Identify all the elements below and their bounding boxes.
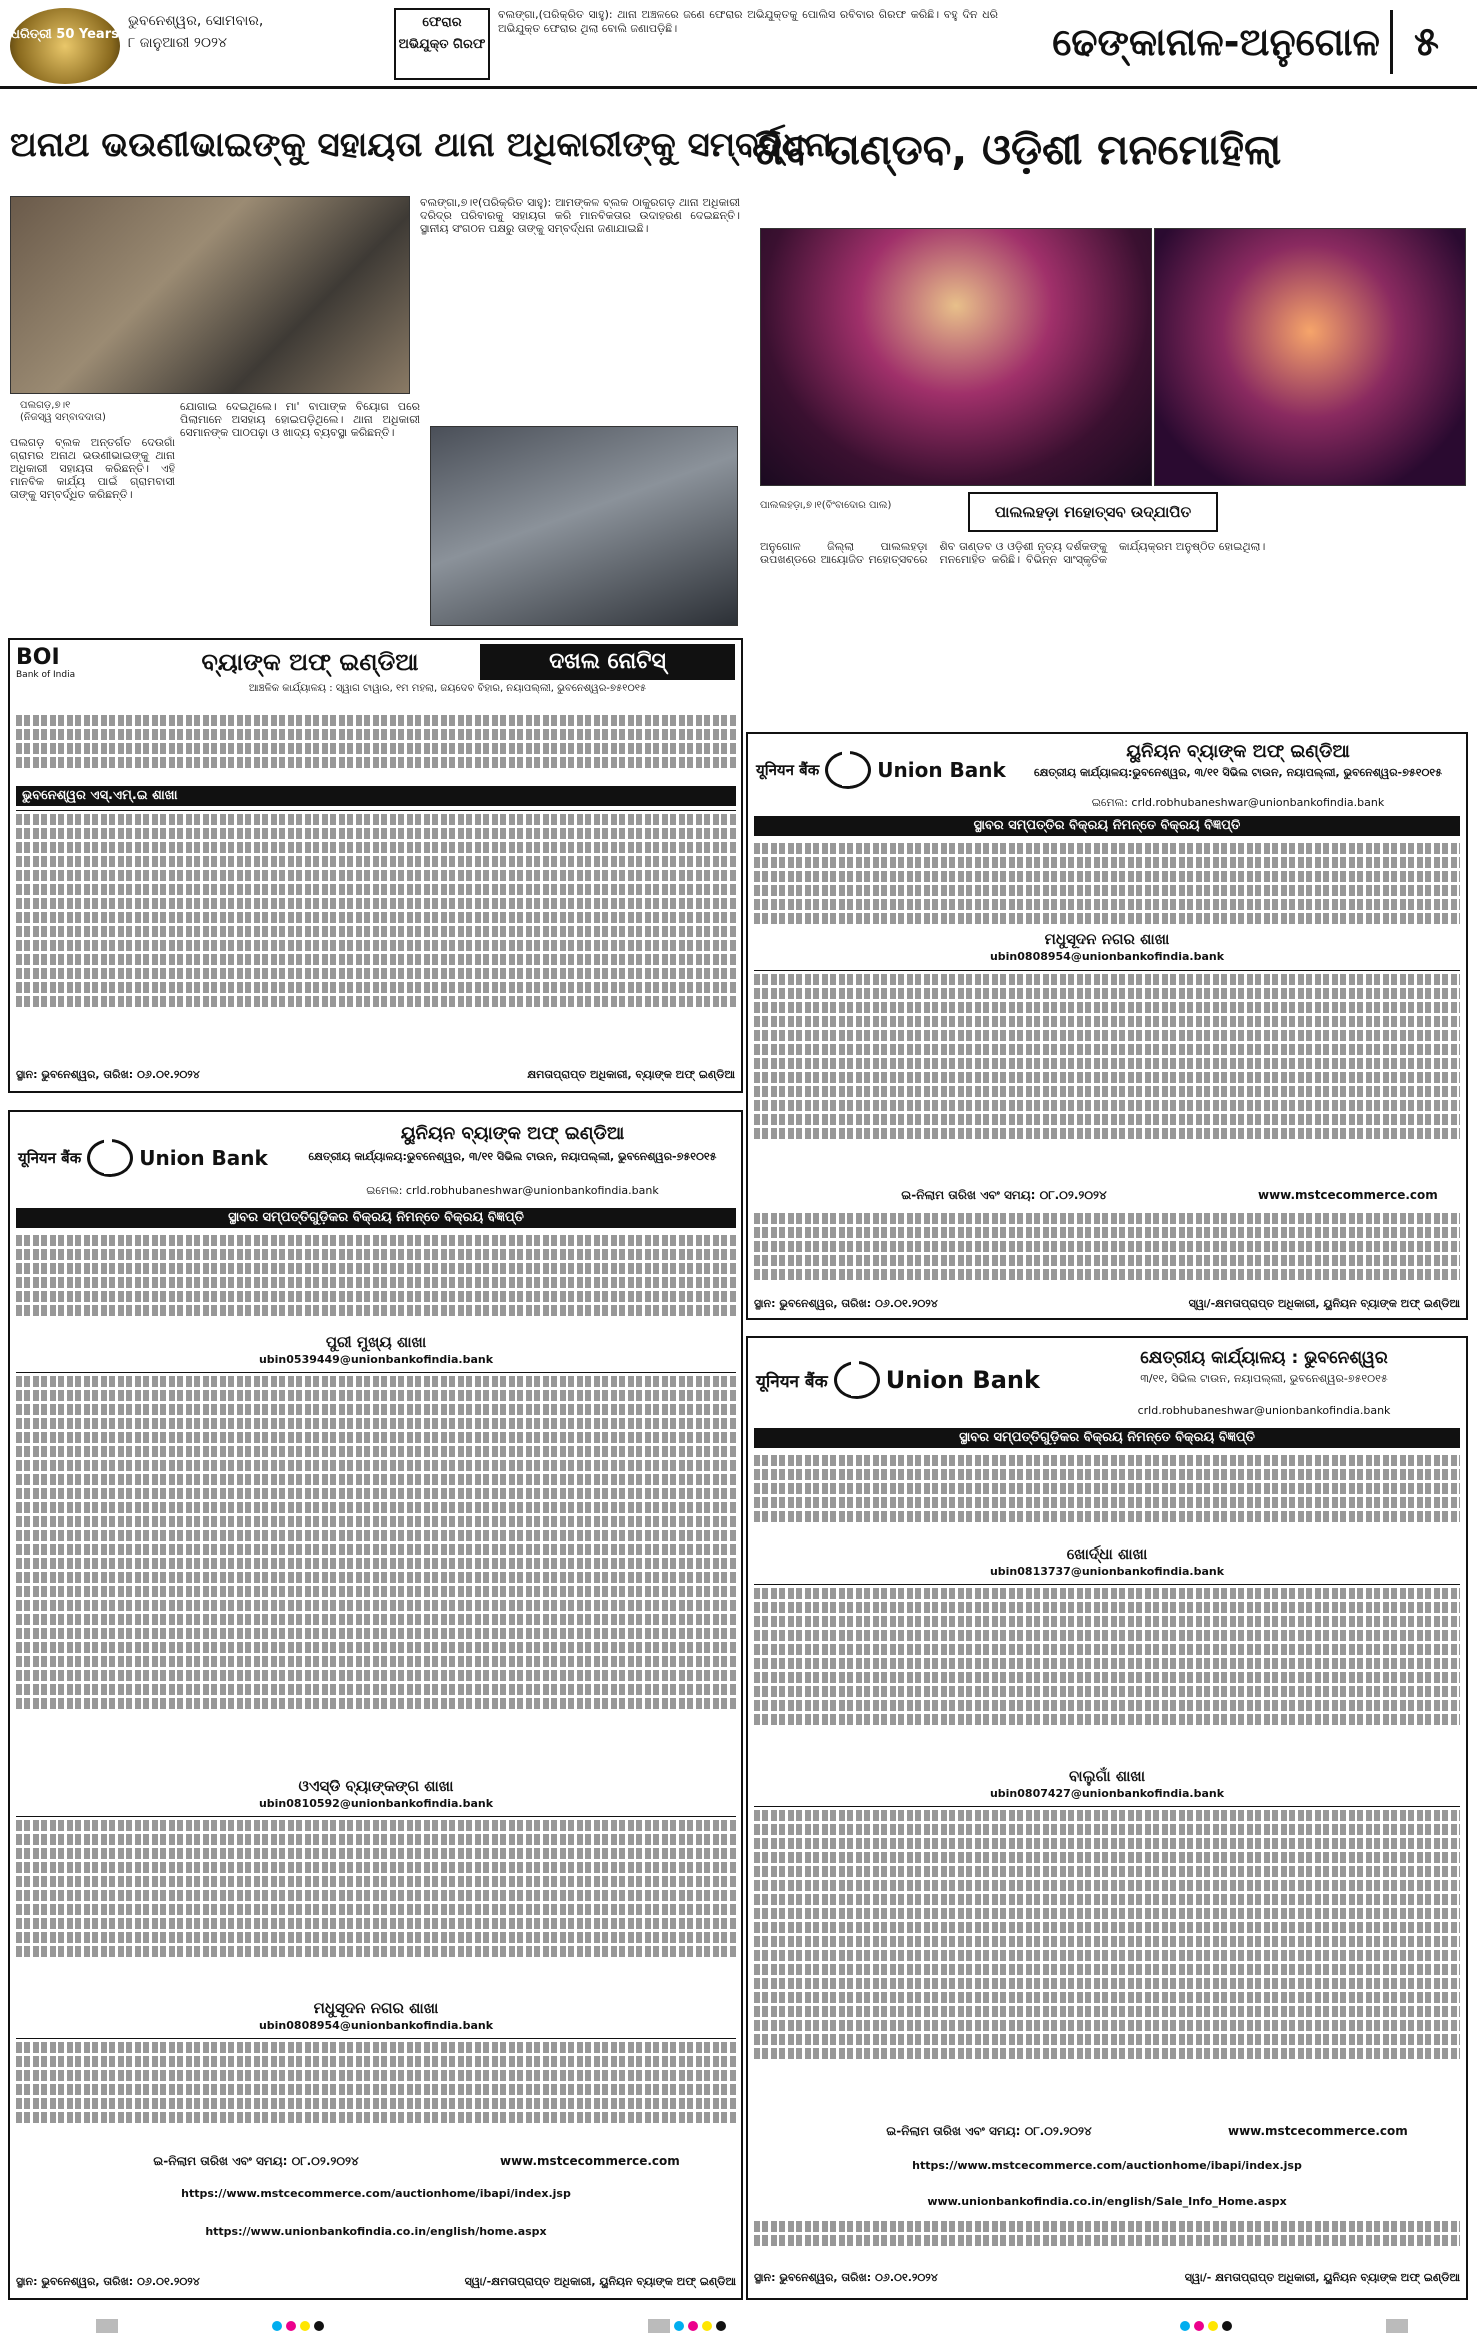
union3-title: ସ୍ଥାବର ସମ୍ପତ୍ତିଗୁଡ଼ିକର ବିକ୍ରୟ ନିମନ୍ତେ ବିକ୍ରୟ ବିଜ୍ଞପ୍ତି [754,1428,1460,1448]
union1-branch-name: ମଧୁସୂଦନ ନଗର ଶାଖା [1044,930,1170,948]
anniversary-badge [10,8,120,84]
page-number: ୫ [1390,10,1460,74]
black-dot-icon [1222,2321,1232,2331]
union1-title: ସ୍ଥାବର ସମ୍ପତ୍ତିର ବିକ୍ରୟ ନିମନ୍ତେ ବିକ୍ରୟ ବିଜ୍ଞପ୍ତି [754,816,1460,836]
union3-email: crld.robhubaneshwar@unionbankofindia.bank [1137,1404,1391,1417]
union1-office: କ୍ଷେତ୍ରୀୟ କାର୍ଯ୍ୟାଳୟ:ଭୁବନେଶ୍ୱର, ୩/୧୧ ସିଭିଲ ଟାଉନ, ନୟାପଲ୍ଲୀ, ଭୁବନେଶ୍ୱର-୭୫୧୦୧୫ [1033,766,1443,779]
boi-notice-title: ଦଖଲ ନୋଟିସ୍ [480,644,735,680]
yellow-dot-icon [300,2321,310,2331]
boi-notice [8,638,743,1093]
union-bank-icon [825,751,871,789]
yellow-dot-icon [1208,2321,1218,2331]
union2-table-a [16,1372,736,1772]
story2-photo-stage [760,228,1152,486]
union1-intro-lines [754,840,1460,925]
anniversary-badge-text: ଧରିତ୍ରୀ 50 Years [11,27,119,42]
union-notice-3 [746,1336,1468,2300]
teaser-label-box [394,8,490,80]
union3-table-b [754,1806,1460,2116]
registration-marks-left [96,2318,356,2334]
magenta-dot-icon [286,2321,296,2331]
yellow-dot-icon [702,2321,712,2331]
registration-bar-icon [96,2319,118,2333]
cyan-dot-icon [1180,2321,1190,2331]
union3-intro-lines [754,1452,1460,1542]
union-logo-1-en: Union Bank [877,758,1006,782]
union-logo-3-en: Union Bank [885,1366,1040,1394]
boi-body-lines [16,712,736,782]
story1-body-left: ପଲଗଡ଼ ବ୍ଲକ ଅନ୍ତର୍ଗତ ଦେଉଗାଁ ଗ୍ରାମର ଅନାଥ ଭଉଣୀଭାଇଙ୍କୁ ଥାନା ଅଧିକାରୀ ସହାୟତା କରିଛନ୍ତି। ଏହି ମାନବିକ କାର୍ଯ୍ୟ ପାଇଁ ଗ୍ରାମବାସୀ ତାଙ୍କୁ ସମ୍ବର୍ଦ୍ଧିତ କରିଛନ୍ତି। [10,436,175,501]
registration-bar-icon [648,2319,670,2333]
union2-email: ଇମେଲ: crld.robhubaneshwar@unionbankofindia.bank [366,1184,659,1197]
teaser-text: ବଲଙ୍ଗା,(ପରିକ୍ରିତ ସାହୁ): ଥାନା ଅଞ୍ଚଳରେ ଜଣେ ଫେରାର ଅଭିଯୁକ୍ତକୁ ପୋଲିସ ରବିବାର ଗିରଫ କରିଛି। ବହୁ ଦିନ ଧରି ଅଭିଯୁକ୍ତ ଫେରାର ଥିଲା ବୋଲି ଜଣାପଡ଼ିଛି। [498,8,998,35]
story1-headline: ଅନାଥ ଭଉଣୀଭାଇଙ୍କୁ ସହାୟତା ଥାନା ଅଧିକାରୀଙ୍କୁ ସମ୍ବର୍ଦ୍ଧନା [10,125,833,165]
union2-link1[interactable]: https://www.mstcecommerce.com/auctionhome/ibapi/index.jsp [181,2187,571,2200]
story2-photo-dance [1154,228,1466,486]
union1-signatory: ସ୍ୱା/-କ୍ଷମତାପ୍ରାପ୍ତ ଅଧିକାରୀ, ୟୁନିୟନ ବ୍ୟାଙ୍କ ଅଫ୍ ଇଣ୍ଡିଆ [1188,1297,1460,1310]
teaser-label: ଫେରାର ଅଭିଯୁକ୍ତ ଗିରଫ [398,15,486,52]
union2-title: ସ୍ଥାବର ସମ୍ପତ୍ତିଗୁଡ଼ିକର ବିକ୍ରୟ ନିମନ୍ତେ ବିକ୍ରୟ ବିଜ୍ଞପ୍ତି [16,1208,736,1228]
union1-branch-email: ubin0808954@unionbankofindia.bank [989,950,1225,963]
union3-auction: ଇ-ନିଲାମ ତାରିଖ ଏବଂ ସମୟ: ୦୮.୦୨.୨୦୨୪ [886,2124,1092,2138]
registration-marks-center [648,2318,778,2334]
union2-website: www.mstcecommerce.com [500,2154,680,2168]
union-logo-2-en: Union Bank [139,1146,268,1170]
union3-branch-a-email: ubin0813737@unionbankofindia.bank [989,1565,1225,1578]
union-logo-2-hi: यूनियन बैंक [18,1149,82,1167]
union3-branch-b-email: ubin0807427@unionbankofindia.bank [989,1787,1225,1800]
union3-branch-b-name: ବାଲୁଗାଁ ଶାଖା [1068,1767,1146,1785]
union1-email: ଇମେଲ: crld.robhubaneshwar@unionbankofindia.bank [1091,796,1385,809]
story1-photo-office [430,426,738,626]
cyan-dot-icon [272,2321,282,2331]
story2-dateline: ପାଲଲହଡ଼ା,୭।୧(ବିଂବାଦୋର ପାଲ) [760,500,892,511]
union3-website: www.mstcecommerce.com [1228,2124,1408,2138]
union-notice-2 [8,1110,743,2300]
union-bank-icon [87,1139,133,1177]
story2-headline: ଶିବ ତାଣ୍ଡବ, ଓଡ଼ିଶୀ ମନମୋହିଲା [752,125,1282,174]
union2-table-b [16,1816,736,1996]
masthead-rule [0,86,1477,89]
union3-branch-a [754,1546,1460,1580]
union3-table-a [754,1584,1460,1764]
union2-branch-b-name: ଓଏସ୍‌ଡି ବ୍ୟାଙ୍କଙ୍ଗ ଶାଖା [298,1777,454,1795]
union2-signatory: ସ୍ୱା/-କ୍ଷମତାପ୍ରାପ୍ତ ଅଧିକାରୀ, ୟୁନିୟନ ବ୍ୟାଙ୍କ ଅଫ୍ ଇଣ୍ଡିଆ [464,2275,736,2288]
union1-footer: ସ୍ଥାନ: ଭୁବନେଶ୍ୱର, ତାରିଖ: ୦୬.୦୧.୨୦୨୪ [754,1297,938,1310]
union2-branch-c [16,2000,736,2034]
union2-office: କ୍ଷେତ୍ରୀୟ କାର୍ଯ୍ୟାଳୟ:ଭୁବନେଶ୍ୱର, ୩/୧୧ ସିଭିଲ ଟାଉନ, ନୟାପଲ୍ଲୀ, ଭୁବନେଶ୍ୱର-୭୫୧୦୧୫ [308,1150,717,1163]
boi-table-lines [16,810,736,1050]
union2-branch-a [16,1334,736,1368]
cyan-dot-icon [674,2321,684,2331]
union-logo-3-hi: यूनियन बैंक [756,1371,828,1392]
union-logo-1-hi: यूनियन बैंक [756,761,820,779]
union2-branch-b [16,1778,736,1812]
union-logo-2 [18,1130,278,1186]
union-bank-icon [834,1361,880,1399]
story2-body: ଅନୁଗୋଳ ଜିଲ୍ଲା ପାଲଲହଡ଼ା ଉପଖଣ୍ଡରେ ଆୟୋଜିତ ମହୋତ୍ସବରେ ଶିବ ତାଣ୍ଡବ ଓ ଓଡ଼ିଶୀ ନୃତ୍ୟ ଦର୍ଶକଙ୍କୁ ମନମୋହିତ କରିଛି। ବିଭିନ୍ନ ସାଂସ୍କୃତିକ କାର୍ଯ୍ୟକ୍ରମ ଅନୁଷ୍ଠିତ ହୋଇଥିଲା। [760,540,1266,566]
black-dot-icon [716,2321,726,2331]
magenta-dot-icon [1194,2321,1204,2331]
union1-bank-name: ୟୁନିୟନ ବ୍ୟାଙ୍କ ଅଫ୍ ଇଣ୍ଡିଆ [1126,741,1350,762]
union2-branch-b-email: ubin0810592@unionbankofindia.bank [258,1797,494,1810]
union-logo-1 [756,742,1006,798]
union3-link2[interactable]: www.unionbankofindia.co.in/english/Sale_Info_Home.aspx [927,2195,1287,2208]
black-dot-icon [314,2321,324,2331]
section-title: ଢେଙ୍କାନାଳ-ଅନୁଗୋଳ [1052,20,1380,64]
boi-branch-bar: ଭୁବନେଶ୍ୱର ଏସ୍.ଏମ୍.ଇ ଶାଖା [16,786,736,806]
union3-link1[interactable]: https://www.mstcecommerce.com/auctionhome/ibapi/index.jsp [912,2159,1302,2172]
union1-website: www.mstcecommerce.com [1258,1188,1438,1202]
union2-branch-c-email: ubin0808954@unionbankofindia.bank [258,2019,494,2032]
masthead-dateline [128,10,358,80]
story1-dateline [20,400,170,430]
boi-footer: ସ୍ଥାନ: ଭୁବନେଶ୍ୱର, ତାରିଖ: ୦୬.୦୧.୨୦୨୪ [16,1068,200,1081]
union3-signatory: ସ୍ୱା/- କ୍ଷମତାପ୍ରାପ୍ତ ଅଧିକାରୀ, ୟୁନିୟନ ବ୍ୟାଙ୍କ ଅଫ୍ ଇଣ୍ଡିଆ [1184,2271,1460,2284]
union3-branch-a-name: ଖୋର୍ଦ୍ଧା ଶାଖା [1066,1545,1148,1563]
boi-logo [16,646,146,686]
story1-dateline-place: ପଲଗଡ଼,୭।୧ [20,400,71,411]
union2-branch-a-email: ubin0539449@unionbankofindia.bank [258,1353,494,1366]
place-date: ଭୁବନେଶ୍ୱର, ସୋମବାର, [128,13,264,29]
union1-table-lines [754,970,1460,1180]
boi-signatory: କ୍ଷମତାପ୍ରାପ୍ତ ଅଧିକାରୀ, ବ୍ୟାଙ୍କ ଅଫ୍ ଇଣ୍ଡିଆ [527,1068,735,1081]
union3-more-lines [754,2218,1460,2258]
union2-auction: ଇ-ନିଲାମ ତାରିଖ ଏବଂ ସମୟ: ୦୮.୦୨.୨୦୨୪ [153,2154,359,2168]
story1-body-right: ବଲଙ୍ଗା,୭।୧(ପରିକ୍ରିତ ସାହୁ): ଆମଙ୍କଳ ବ୍ଲକ ଠାକୁରଗଡ଼ ଥାନା ଅଧିକାରୀ ଦରିଦ୍ର ପରିବାରକୁ ସହାୟତା କରି ମାନବିକତାର ଉଦାହରଣ ଦେଇଛନ୍ତି। ସ୍ଥାନୀୟ ସଂଗଠନ ପକ୍ଷରୁ ତାଙ୍କୁ ସମ୍ବର୍ଦ୍ଧନା ଜଣାଯାଇଛି। [420,196,740,235]
union1-branch [754,930,1460,966]
union2-branch-a-name: ପୁରୀ ମୁଖ୍ୟ ଶାଖା [325,1333,427,1351]
union-logo-3 [756,1350,1056,1410]
story2-subhead: ପାଲଲହଡ଼ା ମହୋତ୍ସବ ଉଦ୍‌ଯାପିତ [968,492,1218,532]
boi-bank-name: ବ୍ୟାଙ୍କ ଅଫ୍ ଇଣ୍ଡିଆ [201,648,419,676]
union1-more-lines [754,1210,1460,1285]
union2-link2[interactable]: https://www.unionbankofindia.co.in/english/home.aspx [205,2225,547,2238]
boi-logo-sub: Bank of India [16,670,76,680]
union2-table-c [16,2038,736,2148]
story1-byline: (ନିଜସ୍ୱ ସମ୍ବାଦଦାତା) [20,412,106,423]
boi-office: ଆଞ୍ଚଳିକ କାର୍ଯ୍ୟାଳୟ : ସ୍ୱାଗ ଟାୱାର, ୧ମ ମହଲା, ଜୟଦେବ ବିହାର, ନୟାପଲ୍ଲୀ, ଭୁବନେଶ୍ୱର-୭୫୧୦୧୫ [248,683,647,694]
union3-branch-b [754,1768,1460,1802]
union3-office: କ୍ଷେତ୍ରୀୟ କାର୍ଯ୍ୟାଳୟ : ଭୁବନେଶ୍ୱର [1140,1348,1388,1368]
registration-bar-icon [1386,2319,1408,2333]
magenta-dot-icon [688,2321,698,2331]
union3-footer: ସ୍ଥାନ: ଭୁବନେଶ୍ୱର, ତାରିଖ: ୦୬.୦୧.୨୦୨୪ [754,2271,938,2284]
union2-footer: ସ୍ଥାନ: ଭୁବନେଶ୍ୱର, ତାରିଖ: ୦୬.୦୧.୨୦୨୪ [16,2275,200,2288]
union2-bank-name: ୟୁନିୟନ ବ୍ୟାଙ୍କ ଅଫ୍ ଇଣ୍ଡିଆ [400,1123,625,1144]
boi-logo-text: BOI [16,645,60,670]
story1-photo-group [10,196,410,394]
registration-marks-right [1180,2318,1420,2334]
story1-body-mid: ଯୋଗାଇ ଦେଇଥିଲେ। ମା' ବାପାଙ୍କ ବିୟୋଗ ପରେ ପିଲାମାନେ ଅସହାୟ ହୋଇପଡ଼ିଥିଲେ। ଥାନା ଅଧିକାରୀ ସେମାନଙ୍କ ପାଠପଢ଼ା ଓ ଖାଦ୍ୟ ବ୍ୟବସ୍ଥା କରିଛନ୍ତି। [180,400,420,439]
issue-date: ୮ ଜାନୁଆରୀ ୨୦୨୪ [128,35,227,51]
union1-auction: ଇ-ନିଲାମ ତାରିଖ ଏବଂ ସମୟ: ୦୮.୦୨.୨୦୨୪ [901,1188,1107,1202]
union2-intro-lines [16,1232,736,1332]
union-notice-1 [746,732,1468,1320]
union3-address: ୩/୧୧, ସିଭିଲ ଟାଉନ, ନୟାପଲ୍ଲୀ, ଭୁବନେଶ୍ୱର-୭୫୧୦୧୫ [1140,1372,1388,1385]
union2-branch-c-name: ମଧୁସୂଦନ ନଗର ଶାଖା [313,1999,439,2017]
